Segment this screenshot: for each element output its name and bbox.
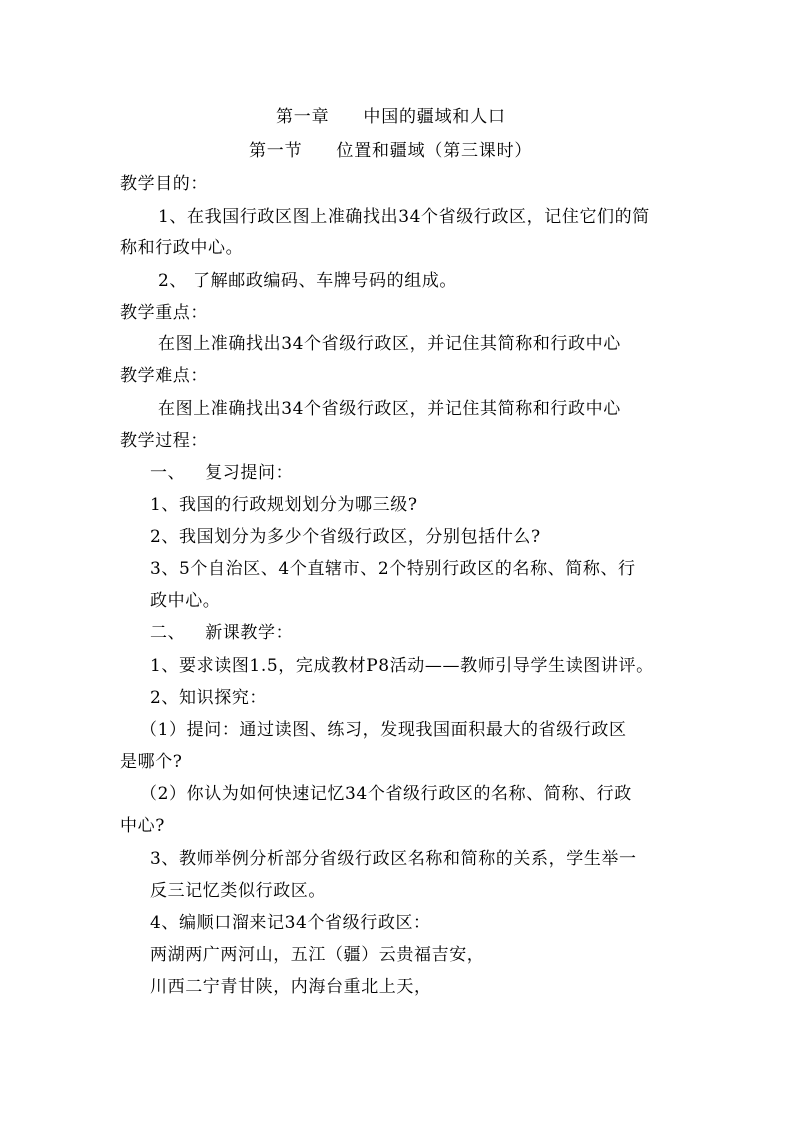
part-1-title: 复习提问： — [205, 463, 294, 483]
part-1-heading — [150, 462, 293, 484]
review-question-1: 1、我国的行政规划划分为哪三级? — [150, 495, 418, 515]
part-2-title: 新课教学： — [205, 623, 294, 643]
difficulties-text: 在图上准确找出34个省级行政区，并记住其简称和行政中心 — [158, 399, 621, 419]
new-lesson-3-line-2: 反三记忆类似行政区。 — [150, 881, 326, 901]
review-question-3-line-2: 政中心。 — [150, 591, 221, 611]
objective-2: 2、 了解邮政编码、车牌号码的组成。 — [158, 271, 458, 291]
objectives-heading: 教学目的： — [120, 174, 208, 194]
sub-question-2-line-2: 中心? — [120, 816, 165, 836]
key-points-text: 在图上准确找出34个省级行政区，并记住其简称和行政中心 — [158, 334, 621, 354]
objective-1-line-1: 1、在我国行政区图上准确找出34个省级行政区，记住它们的简 — [158, 207, 650, 227]
part-2-number: 二、 — [150, 623, 186, 643]
rhyme-line-1: 两湖两广两河山，五江（疆）云贵福吉安， — [150, 945, 485, 965]
part-1-number: 一、 — [150, 463, 186, 483]
section-title — [249, 140, 532, 162]
new-lesson-3-line-1: 3、教师举例分析部分省级行政区名称和简称的关系，学生举一 — [150, 849, 637, 869]
chapter-title — [276, 106, 506, 128]
rhyme-line-2: 川西二宁青甘陕，内海台重北上天， — [150, 977, 432, 997]
new-lesson-4: 4、编顺口溜来记34个省级行政区： — [150, 913, 431, 933]
new-lesson-2: 2、知识探究： — [150, 688, 268, 708]
section-name: 位置和疆域（第三课时） — [336, 141, 533, 161]
sub-question-1-line-1: （1）提问：通过读图、练习，发现我国面积最大的省级行政区 — [140, 720, 627, 740]
difficulties-heading: 教学难点： — [120, 366, 208, 386]
sub-question-1-line-2: 是哪个? — [120, 752, 183, 772]
chapter-name: 中国的疆域和人口 — [363, 107, 506, 127]
review-question-3-line-1: 3、5个自治区、4个直辖市、2个特别行政区的名称、简称、行 — [150, 559, 636, 579]
section-number: 第一节 — [249, 141, 303, 161]
chapter-number: 第一章 — [276, 107, 330, 127]
new-lesson-1: 1、要求读图1.5，完成教材P8活动——教师引导学生读图讲评。 — [150, 656, 654, 676]
sub-question-2-line-1: （2）你认为如何快速记忆34个省级行政区的名称、简称、行政 — [140, 784, 632, 804]
objective-1-line-2: 称和行政中心。 — [120, 238, 244, 258]
part-2-heading — [150, 622, 293, 644]
process-heading: 教学过程： — [120, 431, 208, 451]
review-question-2: 2、我国划分为多少个省级行政区，分别包括什么? — [150, 527, 541, 547]
key-points-heading: 教学重点： — [120, 303, 208, 323]
